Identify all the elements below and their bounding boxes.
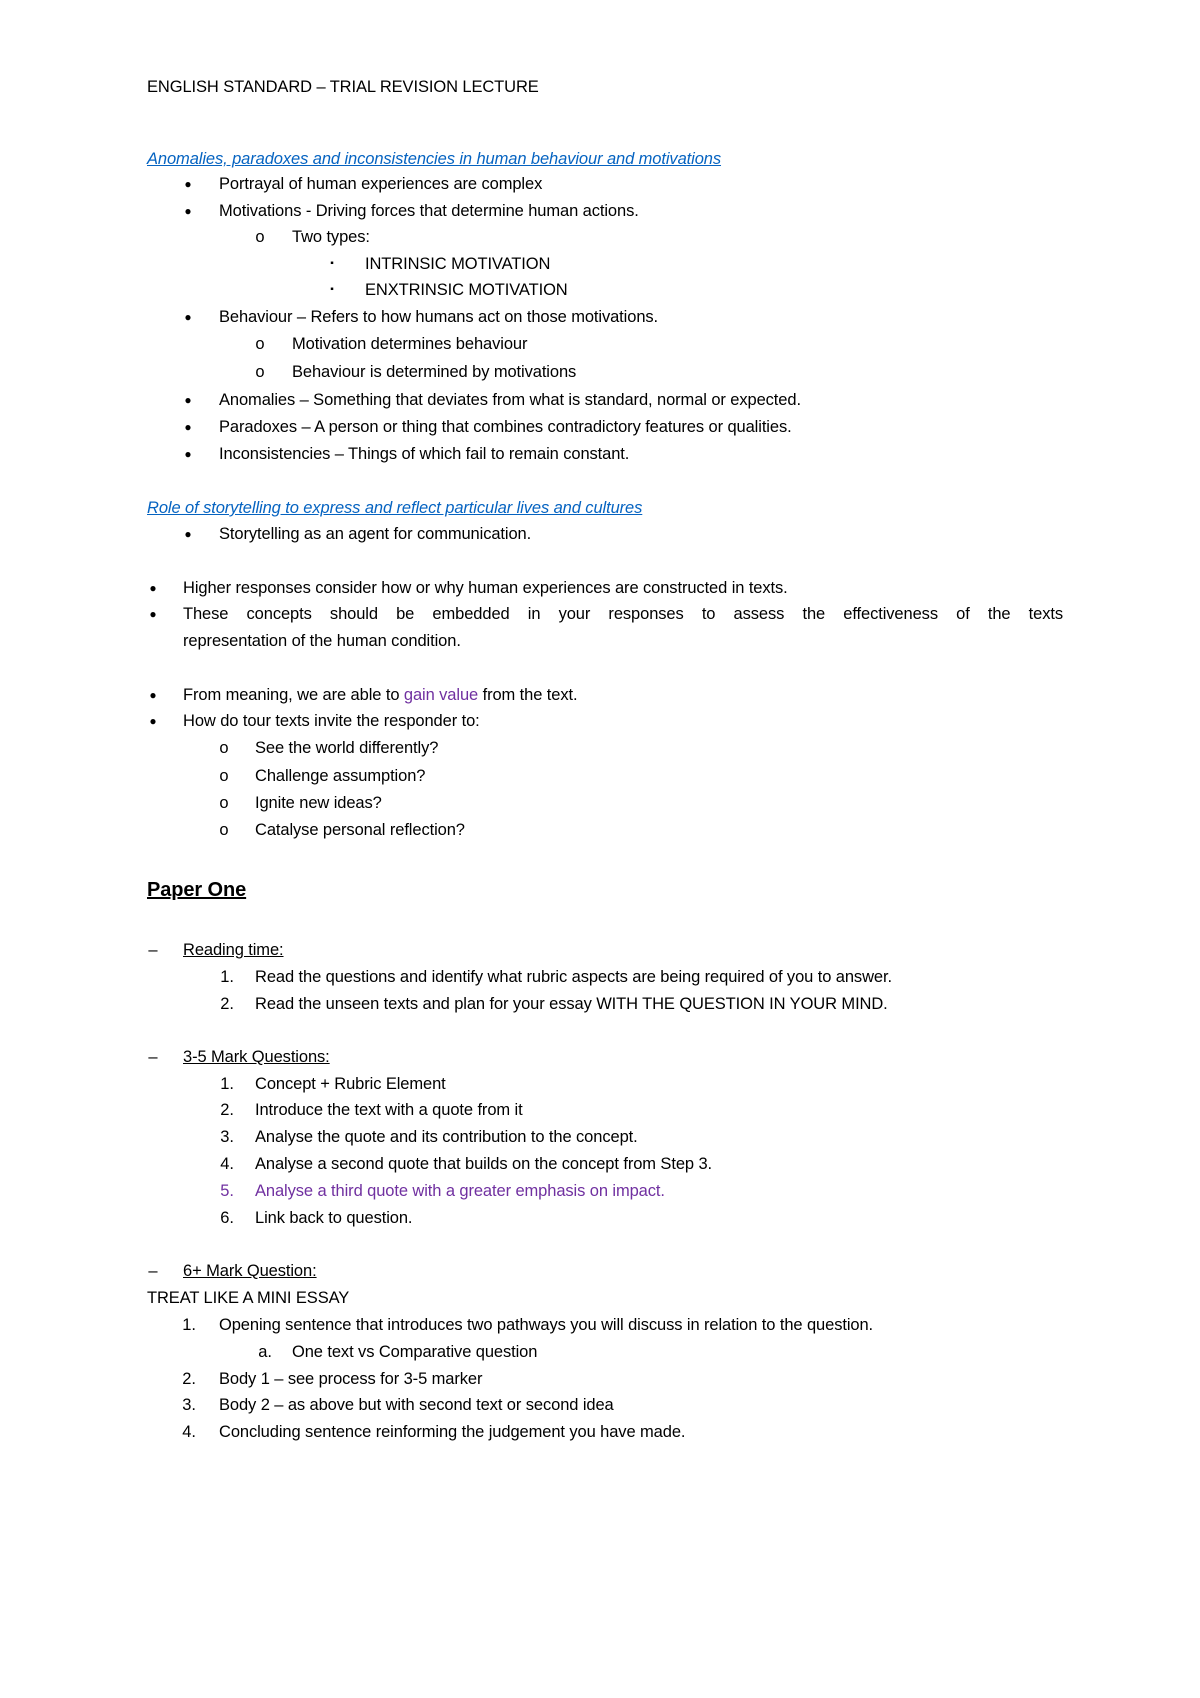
bullet-marker: ● bbox=[184, 420, 192, 434]
list-item: Analyse the quote and its contribution to the concept. bbox=[255, 1128, 638, 1146]
list-item-highlight: Analyse a third quote with a greater emphasis on impact. bbox=[255, 1182, 665, 1200]
number-marker: 4. bbox=[220, 1155, 234, 1173]
long-question-label: 6+ Mark Question: bbox=[183, 1262, 317, 1280]
paper-one-title: Paper One bbox=[147, 879, 247, 901]
bullet-marker: ● bbox=[149, 581, 157, 595]
circle-marker: o bbox=[219, 767, 229, 785]
square-marker: ▪ bbox=[330, 284, 334, 295]
circle-marker: o bbox=[219, 794, 229, 812]
list-item: Paradoxes – A person or thing that combines contradictory features or qualities. bbox=[219, 418, 792, 436]
list-item: Link back to question. bbox=[255, 1209, 413, 1227]
list-item: These concepts should be embedded in your responses to assess the effectiveness of the texts bbox=[183, 605, 1063, 623]
list-item bbox=[183, 683, 577, 707]
list-item: Anomalies – Something that deviates from what is standard, normal or expected. bbox=[219, 391, 801, 409]
list-item: Concept + Rubric Element bbox=[255, 1075, 446, 1093]
dash-marker: – bbox=[148, 1262, 158, 1280]
number-marker: 2. bbox=[182, 1370, 196, 1388]
list-item: See the world differently? bbox=[255, 739, 439, 757]
list-item: Challenge assumption? bbox=[255, 767, 426, 785]
dash-marker: – bbox=[148, 941, 158, 959]
document-title: ENGLISH STANDARD – TRIAL REVISION LECTURE bbox=[147, 78, 539, 96]
highlight-text: gain value bbox=[403, 686, 479, 704]
bullet-marker: ● bbox=[184, 527, 192, 541]
list-item: One text vs Comparative question bbox=[292, 1343, 538, 1361]
circle-marker: o bbox=[255, 363, 265, 381]
list-item: Portrayal of human experiences are complex bbox=[219, 175, 543, 193]
text-run: From meaning, we are able to bbox=[183, 686, 404, 704]
reading-time-label: Reading time: bbox=[183, 941, 284, 959]
list-item: Body 2 – as above but with second text or second idea bbox=[219, 1396, 614, 1414]
number-marker: 2. bbox=[220, 1101, 234, 1119]
letter-marker: a. bbox=[258, 1343, 272, 1361]
number-marker: 3. bbox=[220, 1128, 234, 1146]
list-item: Behaviour – Refers to how humans act on those motivations. bbox=[219, 308, 659, 326]
list-item: Read the questions and identify what rubric aspects are being required of you to answer. bbox=[255, 968, 892, 986]
list-item: ENXTRINSIC MOTIVATION bbox=[365, 281, 568, 299]
list-item: Ignite new ideas? bbox=[255, 794, 382, 812]
mini-essay-note: TREAT LIKE A MINI ESSAY bbox=[147, 1289, 350, 1307]
circle-marker: o bbox=[219, 739, 229, 757]
number-marker: 5. bbox=[220, 1182, 234, 1200]
bullet-marker: ● bbox=[149, 688, 157, 702]
list-item: How do tour texts invite the responder to: bbox=[183, 712, 480, 730]
list-item: Catalyse personal reflection? bbox=[255, 821, 465, 839]
list-item: Storytelling as an agent for communication. bbox=[219, 525, 532, 543]
list-item-continuation: representation of the human condition. bbox=[183, 632, 461, 650]
number-marker: 6. bbox=[220, 1209, 234, 1227]
list-item: Opening sentence that introduces two pathways you will discuss in relation to the question. bbox=[219, 1316, 874, 1334]
circle-marker: o bbox=[255, 335, 265, 353]
short-questions-label: 3-5 Mark Questions: bbox=[183, 1048, 330, 1066]
number-marker: 4. bbox=[182, 1423, 196, 1441]
list-item: Higher responses consider how or why human experiences are constructed in texts. bbox=[183, 579, 788, 597]
section-heading-anomalies[interactable]: Anomalies, paradoxes and inconsistencies in human behaviour and motivations bbox=[147, 150, 722, 168]
list-item: Body 1 – see process for 3-5 marker bbox=[219, 1370, 483, 1388]
bullet-marker: ● bbox=[184, 177, 192, 191]
number-marker: 3. bbox=[182, 1396, 196, 1414]
list-item: Analyse a second quote that builds on the concept from Step 3. bbox=[255, 1155, 713, 1173]
section-heading-storytelling[interactable]: Role of storytelling to express and reflect particular lives and cultures bbox=[147, 499, 643, 517]
list-item: INTRINSIC MOTIVATION bbox=[365, 255, 551, 273]
number-marker: 1. bbox=[220, 1075, 234, 1093]
dash-marker: – bbox=[148, 1048, 158, 1066]
bullet-marker: ● bbox=[184, 447, 192, 461]
number-marker: 2. bbox=[220, 995, 234, 1013]
list-item: Two types: bbox=[292, 228, 370, 246]
bullet-marker: ● bbox=[184, 310, 192, 324]
bullet-marker: ● bbox=[184, 204, 192, 218]
list-item: Motivations - Driving forces that determine human actions. bbox=[219, 202, 639, 220]
square-marker: ▪ bbox=[330, 258, 334, 269]
circle-marker: o bbox=[255, 228, 265, 246]
number-marker: 1. bbox=[220, 968, 234, 986]
list-item: Concluding sentence reinforming the judgement you have made. bbox=[219, 1423, 686, 1441]
circle-marker: o bbox=[219, 821, 229, 839]
list-item: Read the unseen texts and plan for your essay WITH THE QUESTION IN YOUR MIND. bbox=[255, 995, 888, 1013]
text-run: from the text. bbox=[478, 686, 578, 704]
bullet-marker: ● bbox=[149, 607, 157, 621]
bullet-marker: ● bbox=[149, 714, 157, 728]
list-item: Behaviour is determined by motivations bbox=[292, 363, 577, 381]
list-item: Motivation determines behaviour bbox=[292, 335, 528, 353]
list-item: Introduce the text with a quote from it bbox=[255, 1101, 523, 1119]
list-item: Inconsistencies – Things of which fail to remain constant. bbox=[219, 445, 630, 463]
bullet-marker: ● bbox=[184, 393, 192, 407]
number-marker: 1. bbox=[182, 1316, 196, 1334]
